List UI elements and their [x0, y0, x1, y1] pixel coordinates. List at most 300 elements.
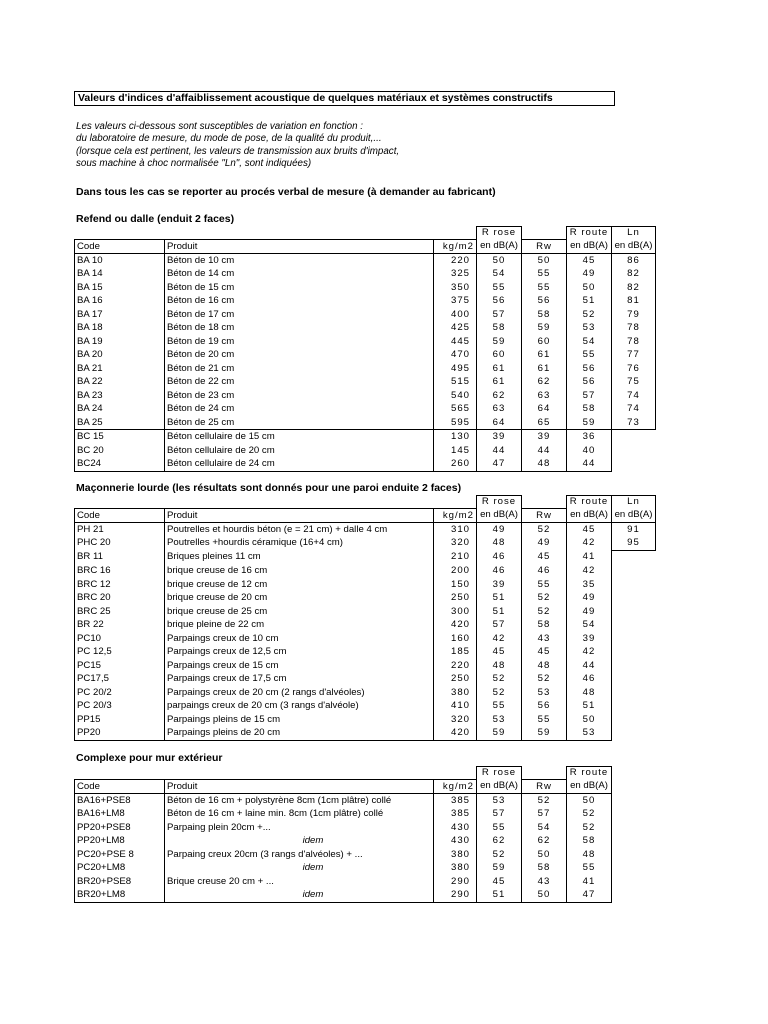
table-row	[75, 861, 612, 875]
cell-rw: 52	[522, 591, 567, 605]
cell-rw: 58	[522, 618, 567, 632]
cell-kgm2: 250	[434, 591, 477, 605]
table-row	[75, 821, 612, 835]
cell-r-rose: 51	[477, 605, 522, 619]
header-r-route: R route	[567, 767, 612, 780]
cell-produit: Béton de 16 cm	[165, 294, 434, 308]
cell-produit: brique creuse de 20 cm	[165, 591, 434, 605]
table-row	[75, 321, 656, 335]
header-row	[75, 779, 612, 793]
cell-code: PC20+PSE 8	[75, 848, 165, 862]
cell-r-route: 45	[567, 253, 612, 267]
cell-rw: 64	[522, 402, 567, 416]
cell-r-route: 47	[567, 888, 612, 902]
cell-ln: 81	[612, 294, 656, 308]
table-row	[75, 605, 656, 619]
table-row	[75, 375, 656, 389]
cell-kgm2: 290	[434, 888, 477, 902]
cell-r-rose: 39	[477, 430, 522, 444]
cell-r-rose: 44	[477, 444, 522, 458]
note: Dans tous les cas se reporter au procés verbal de mesure (à demander au fabricant)	[76, 186, 496, 198]
cell-produit: Béton de 20 cm	[165, 348, 434, 362]
cell-rw: 54	[522, 821, 567, 835]
cell-produit: Parpaing plein 20cm +...	[165, 821, 434, 835]
cell-kgm2: 385	[434, 807, 477, 821]
cell-r-rose: 59	[477, 335, 522, 349]
document-title: Valeurs d'indices d'affaiblissement acoustique de quelques matériaux et systèmes constructifs	[74, 91, 615, 106]
cell-ln	[612, 591, 656, 605]
table-row	[75, 402, 656, 416]
cell-produit: Béton cellulaire de 15 cm	[165, 430, 434, 444]
cell-produit: brique creuse de 12 cm	[165, 578, 434, 592]
cell-kgm2: 445	[434, 335, 477, 349]
cell-r-rose: 42	[477, 632, 522, 646]
cell-kgm2: 430	[434, 821, 477, 835]
cell-r-rose: 50	[477, 253, 522, 267]
cell-rw: 55	[522, 713, 567, 727]
cell-code: BA16+LM8	[75, 807, 165, 821]
cell-rw: 63	[522, 389, 567, 403]
cell-rw: 43	[522, 632, 567, 646]
cell-r-route: 42	[567, 645, 612, 659]
cell-rw: 50	[522, 253, 567, 267]
cell-kgm2: 220	[434, 253, 477, 267]
cell-produit: Parpaings creux de 10 cm	[165, 632, 434, 646]
header-en-dba: en dB(A)	[477, 779, 522, 793]
cell-r-route: 52	[567, 308, 612, 322]
cell-kgm2: 260	[434, 457, 477, 471]
cell-code: BA 16	[75, 294, 165, 308]
cell-produit: Briques pleines 11 cm	[165, 550, 434, 564]
header-en-dba: en dB(A)	[612, 239, 656, 253]
cell-code: PC20+LM8	[75, 861, 165, 875]
cell-code: BA 17	[75, 308, 165, 322]
table-row	[75, 416, 656, 430]
cell-rw: 62	[522, 834, 567, 848]
cell-produit: Béton de 21 cm	[165, 362, 434, 376]
table-row	[75, 834, 612, 848]
header-spacer	[75, 496, 165, 509]
cell-ln	[612, 726, 656, 740]
cell-r-rose: 49	[477, 522, 522, 536]
cell-code: BA16+PSE8	[75, 793, 165, 807]
cell-r-rose: 45	[477, 645, 522, 659]
cell-code: PP20	[75, 726, 165, 740]
cell-kgm2: 220	[434, 659, 477, 673]
cell-r-rose: 55	[477, 281, 522, 295]
table-row	[75, 294, 656, 308]
header-r-route: R route	[567, 496, 612, 509]
cell-kgm2: 290	[434, 875, 477, 889]
header-spacer	[434, 496, 477, 509]
cell-ln: 78	[612, 335, 656, 349]
cell-kgm2: 595	[434, 416, 477, 430]
cell-produit: Béton de 18 cm	[165, 321, 434, 335]
cell-ln: 79	[612, 308, 656, 322]
cell-kgm2: 420	[434, 726, 477, 740]
cell-produit: brique creuse de 16 cm	[165, 564, 434, 578]
cell-code: BR 22	[75, 618, 165, 632]
cell-code: BA 20	[75, 348, 165, 362]
cell-produit: idem	[165, 888, 434, 902]
intro-line: Les valeurs ci-dessous sont susceptibles de variation en fonction :	[76, 121, 363, 132]
cell-code: BC 15	[75, 430, 165, 444]
cell-ln	[612, 699, 656, 713]
header-r-rose: R rose	[477, 767, 522, 780]
cell-ln	[612, 457, 656, 471]
cell-r-route: 55	[567, 861, 612, 875]
cell-ln: 77	[612, 348, 656, 362]
cell-ln	[612, 444, 656, 458]
table-row	[75, 457, 656, 471]
cell-r-route: 56	[567, 362, 612, 376]
cell-produit: Béton de 19 cm	[165, 335, 434, 349]
cell-rw: 56	[522, 294, 567, 308]
cell-kgm2: 200	[434, 564, 477, 578]
cell-produit: Parpaings creux de 20 cm (2 rangs d'alvéoles)	[165, 686, 434, 700]
cell-r-rose: 61	[477, 362, 522, 376]
table-refend	[74, 226, 656, 472]
cell-rw: 53	[522, 686, 567, 700]
cell-r-rose: 55	[477, 821, 522, 835]
cell-kgm2: 185	[434, 645, 477, 659]
cell-ln: 73	[612, 416, 656, 430]
section-title-refend: Refend ou dalle (enduit 2 faces)	[76, 213, 235, 225]
cell-code: PP15	[75, 713, 165, 727]
header-en-dba: en dB(A)	[477, 508, 522, 522]
cell-r-route: 54	[567, 335, 612, 349]
cell-r-rose: 57	[477, 807, 522, 821]
cell-produit: brique creuse de 25 cm	[165, 605, 434, 619]
cell-r-rose: 58	[477, 321, 522, 335]
cell-rw: 56	[522, 699, 567, 713]
cell-r-rose: 57	[477, 618, 522, 632]
cell-r-route: 50	[567, 713, 612, 727]
cell-produit: Béton de 16 cm + laine min. 8cm (1cm plâtre) collé	[165, 807, 434, 821]
cell-kgm2: 130	[434, 430, 477, 444]
cell-code: PC17,5	[75, 672, 165, 686]
table-row	[75, 362, 656, 376]
cell-ln	[612, 618, 656, 632]
cell-ln	[612, 578, 656, 592]
cell-r-route: 53	[567, 726, 612, 740]
cell-r-rose: 45	[477, 875, 522, 889]
cell-kgm2: 250	[434, 672, 477, 686]
table-row	[75, 726, 656, 740]
cell-rw: 55	[522, 578, 567, 592]
cell-ln	[612, 430, 656, 444]
cell-rw: 45	[522, 645, 567, 659]
header-spacer	[165, 767, 434, 780]
cell-r-route: 50	[567, 793, 612, 807]
cell-rw: 58	[522, 308, 567, 322]
cell-r-rose: 53	[477, 793, 522, 807]
table-row	[75, 807, 612, 821]
header-en-dba: en dB(A)	[477, 239, 522, 253]
cell-r-route: 51	[567, 294, 612, 308]
cell-rw: 61	[522, 362, 567, 376]
header-spacer	[434, 227, 477, 240]
cell-r-route: 49	[567, 605, 612, 619]
cell-r-route: 40	[567, 444, 612, 458]
cell-r-route: 42	[567, 536, 612, 550]
cell-r-route: 58	[567, 834, 612, 848]
table-complexe	[74, 766, 612, 903]
cell-r-rose: 51	[477, 591, 522, 605]
header-spacer	[522, 767, 567, 780]
cell-produit: Béton de 16 cm + polystyrène 8cm (1cm plâtre) collé	[165, 793, 434, 807]
header-kgm2: kg/m2	[434, 779, 477, 793]
cell-kgm2: 495	[434, 362, 477, 376]
cell-produit: Béton de 23 cm	[165, 389, 434, 403]
cell-code: PC15	[75, 659, 165, 673]
cell-produit: Béton de 25 cm	[165, 416, 434, 430]
header-row	[75, 239, 656, 253]
cell-kgm2: 425	[434, 321, 477, 335]
header-en-dba: en dB(A)	[567, 508, 612, 522]
header-spacer	[75, 767, 165, 780]
cell-code: BA 24	[75, 402, 165, 416]
table-row	[75, 253, 656, 267]
cell-r-route: 42	[567, 564, 612, 578]
header-spacer	[522, 496, 567, 509]
cell-kgm2: 380	[434, 861, 477, 875]
cell-r-route: 49	[567, 591, 612, 605]
cell-r-rose: 55	[477, 699, 522, 713]
table-row	[75, 659, 656, 673]
cell-produit: Parpaings creux de 12,5 cm	[165, 645, 434, 659]
cell-ln: 78	[612, 321, 656, 335]
cell-r-route: 44	[567, 659, 612, 673]
table-row	[75, 550, 656, 564]
cell-ln	[612, 672, 656, 686]
cell-rw: 58	[522, 861, 567, 875]
table-row	[75, 335, 656, 349]
table-row	[75, 888, 612, 902]
cell-rw: 57	[522, 807, 567, 821]
table-row	[75, 536, 656, 550]
cell-rw: 52	[522, 605, 567, 619]
cell-kgm2: 375	[434, 294, 477, 308]
cell-rw: 39	[522, 430, 567, 444]
cell-ln: 76	[612, 362, 656, 376]
cell-kgm2: 325	[434, 267, 477, 281]
header-row-top	[75, 227, 656, 240]
cell-produit: Parpaings pleins de 15 cm	[165, 713, 434, 727]
cell-code: BA 19	[75, 335, 165, 349]
cell-kgm2: 565	[434, 402, 477, 416]
cell-code: BA 21	[75, 362, 165, 376]
cell-code: BRC 12	[75, 578, 165, 592]
cell-code: BA 22	[75, 375, 165, 389]
cell-rw: 44	[522, 444, 567, 458]
cell-kgm2: 470	[434, 348, 477, 362]
cell-ln	[612, 713, 656, 727]
cell-ln	[612, 564, 656, 578]
table-maconnerie	[74, 495, 656, 741]
table-row	[75, 875, 612, 889]
cell-kgm2: 320	[434, 713, 477, 727]
cell-rw: 65	[522, 416, 567, 430]
table-row	[75, 793, 612, 807]
cell-r-route: 54	[567, 618, 612, 632]
cell-rw: 50	[522, 848, 567, 862]
cell-r-rose: 39	[477, 578, 522, 592]
cell-rw: 48	[522, 457, 567, 471]
cell-kgm2: 160	[434, 632, 477, 646]
cell-ln: 86	[612, 253, 656, 267]
cell-ln: 74	[612, 389, 656, 403]
cell-r-route: 48	[567, 848, 612, 862]
cell-r-rose: 60	[477, 348, 522, 362]
cell-r-rose: 62	[477, 389, 522, 403]
cell-rw: 59	[522, 726, 567, 740]
header-produit: Produit	[165, 779, 434, 793]
intro-line: du laboratoire de mesure, du mode de pose, de la qualité du produit,...	[76, 133, 382, 145]
header-spacer	[522, 227, 567, 240]
header-rw: Rw	[522, 239, 567, 253]
header-code: Code	[75, 508, 165, 522]
cell-kgm2: 385	[434, 793, 477, 807]
cell-produit: Parpaings pleins de 20 cm	[165, 726, 434, 740]
cell-r-rose: 63	[477, 402, 522, 416]
header-produit: Produit	[165, 508, 434, 522]
cell-produit: idem	[165, 834, 434, 848]
cell-rw: 55	[522, 267, 567, 281]
header-spacer	[434, 767, 477, 780]
cell-r-rose: 59	[477, 861, 522, 875]
cell-produit: Parpaing creux 20cm (3 rangs d'alvéoles) + ...	[165, 848, 434, 862]
cell-produit: Béton cellulaire de 20 cm	[165, 444, 434, 458]
cell-rw: 45	[522, 550, 567, 564]
cell-code: BRC 25	[75, 605, 165, 619]
cell-ln	[612, 632, 656, 646]
cell-code: BA 23	[75, 389, 165, 403]
cell-code: PP20+PSE8	[75, 821, 165, 835]
cell-r-rose: 47	[477, 457, 522, 471]
header-spacer	[165, 227, 434, 240]
cell-kgm2: 400	[434, 308, 477, 322]
cell-r-rose: 46	[477, 564, 522, 578]
cell-r-route: 35	[567, 578, 612, 592]
table-row	[75, 686, 656, 700]
cell-ln: 75	[612, 375, 656, 389]
table-row	[75, 699, 656, 713]
intro-line: sous machine à choc normalisée "Ln", sont indiquées)	[76, 157, 312, 169]
intro-text	[76, 121, 399, 170]
cell-r-route: 46	[567, 672, 612, 686]
cell-r-route: 59	[567, 416, 612, 430]
cell-produit: Béton de 22 cm	[165, 375, 434, 389]
cell-kgm2: 145	[434, 444, 477, 458]
header-code: Code	[75, 239, 165, 253]
table-row	[75, 848, 612, 862]
header-rw: Rw	[522, 508, 567, 522]
cell-code: BRC 16	[75, 564, 165, 578]
cell-ln: 82	[612, 267, 656, 281]
cell-code: BC24	[75, 457, 165, 471]
cell-produit: Béton cellulaire de 24 cm	[165, 457, 434, 471]
table-row	[75, 618, 656, 632]
cell-produit: Béton de 15 cm	[165, 281, 434, 295]
header-row	[75, 508, 656, 522]
cell-rw: 46	[522, 564, 567, 578]
cell-r-route: 41	[567, 875, 612, 889]
cell-kgm2: 300	[434, 605, 477, 619]
header-r-rose: R rose	[477, 227, 522, 240]
header-en-dba: en dB(A)	[567, 239, 612, 253]
cell-r-route: 39	[567, 632, 612, 646]
cell-kgm2: 350	[434, 281, 477, 295]
cell-code: BR 11	[75, 550, 165, 564]
cell-r-route: 56	[567, 375, 612, 389]
cell-rw: 59	[522, 321, 567, 335]
cell-code: BA 25	[75, 416, 165, 430]
cell-kgm2: 420	[434, 618, 477, 632]
cell-produit: Béton de 10 cm	[165, 253, 434, 267]
cell-rw: 61	[522, 348, 567, 362]
cell-produit: Parpaings creux de 17,5 cm	[165, 672, 434, 686]
cell-code: BRC 20	[75, 591, 165, 605]
table-row	[75, 348, 656, 362]
cell-rw: 48	[522, 659, 567, 673]
cell-rw: 62	[522, 375, 567, 389]
header-r-route: R route	[567, 227, 612, 240]
table-row	[75, 632, 656, 646]
cell-ln	[612, 605, 656, 619]
cell-rw: 50	[522, 888, 567, 902]
cell-kgm2: 380	[434, 848, 477, 862]
cell-r-route: 57	[567, 389, 612, 403]
cell-r-rose: 52	[477, 672, 522, 686]
cell-ln: 74	[612, 402, 656, 416]
table-row	[75, 578, 656, 592]
cell-code: BA 10	[75, 253, 165, 267]
table-row	[75, 591, 656, 605]
table-row	[75, 522, 656, 536]
header-code: Code	[75, 779, 165, 793]
cell-r-route: 48	[567, 686, 612, 700]
cell-ln: 82	[612, 281, 656, 295]
cell-code: BA 14	[75, 267, 165, 281]
cell-code: PH 21	[75, 522, 165, 536]
cell-r-rose: 59	[477, 726, 522, 740]
header-en-dba: en dB(A)	[612, 508, 656, 522]
header-rw: Rw	[522, 779, 567, 793]
cell-rw: 43	[522, 875, 567, 889]
table-row	[75, 281, 656, 295]
cell-r-rose: 51	[477, 888, 522, 902]
cell-code: PC 12,5	[75, 645, 165, 659]
header-kgm2: kg/m2	[434, 508, 477, 522]
cell-rw: 49	[522, 536, 567, 550]
header-spacer	[75, 227, 165, 240]
header-row-top	[75, 767, 612, 780]
cell-produit: brique pleine de 22 cm	[165, 618, 434, 632]
cell-rw: 52	[522, 522, 567, 536]
cell-r-rose: 46	[477, 550, 522, 564]
cell-rw: 55	[522, 281, 567, 295]
intro-line: (lorsque cela est pertinent, les valeurs de transmission aux bruits d'impact,	[76, 145, 400, 157]
cell-r-rose: 56	[477, 294, 522, 308]
cell-produit: Béton de 24 cm	[165, 402, 434, 416]
header-r-rose: R rose	[477, 496, 522, 509]
cell-r-route: 52	[567, 807, 612, 821]
cell-r-rose: 62	[477, 834, 522, 848]
table-row	[75, 308, 656, 322]
header-ln: Ln	[612, 227, 656, 240]
cell-code: PC 20/3	[75, 699, 165, 713]
